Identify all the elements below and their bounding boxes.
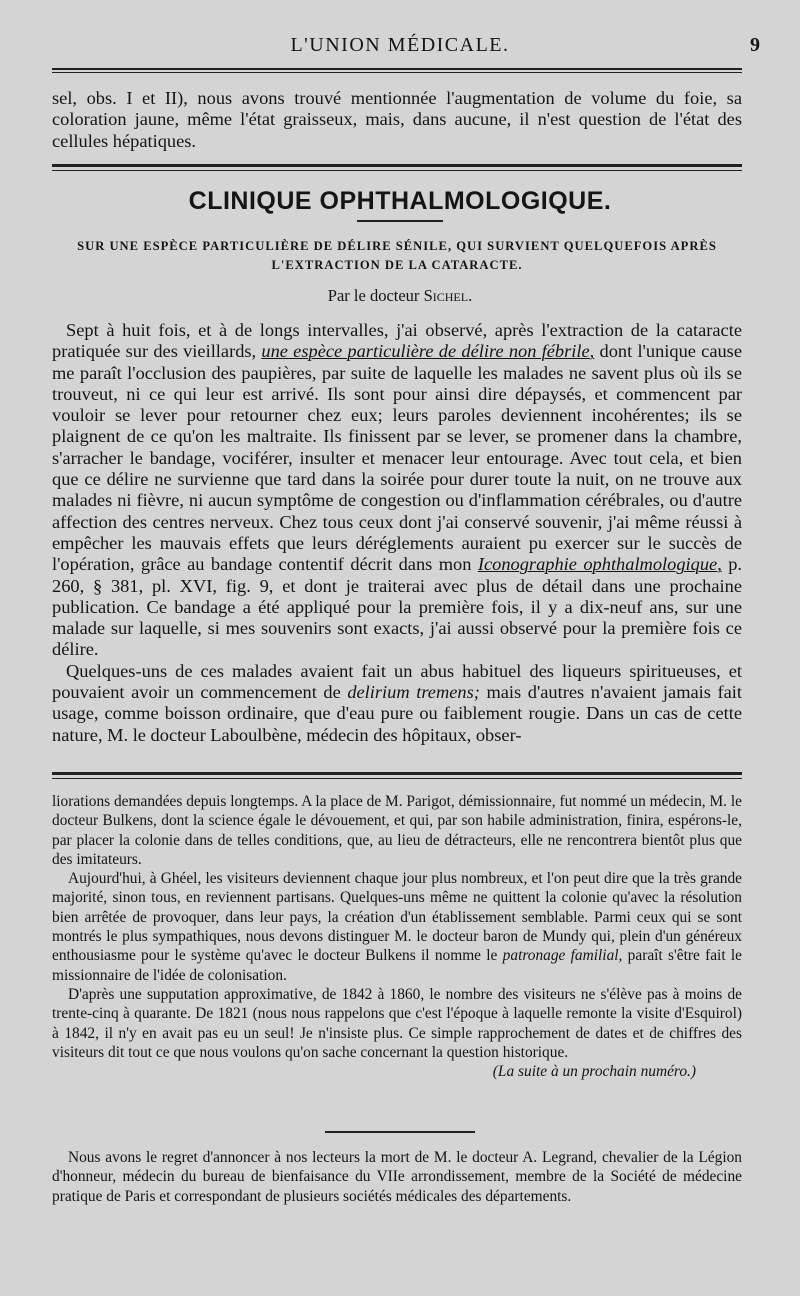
- p2-emphasis: delirium tremens;: [347, 682, 480, 703]
- p2-text-a: Quelques-uns de ces malades avaient fait un abus habituel des liqueurs spiritueuses, et pouvaient avoir un commencement de: [52, 660, 742, 703]
- intro-paragraph: [52, 88, 742, 152]
- continuation-text: (La suite à un prochain numéro.): [492, 1063, 696, 1081]
- p2-text-b: mais d'autres n'avaient jamais fait usage, comme boisson ordinaire, que d'eau pure ou faiblement rougie. Dans un cas de cette nature, M. le docteur Laboulbène, médecin des hôpitaux, obser-: [52, 682, 743, 745]
- running-title: L'UNION MÉDICALE.: [290, 34, 510, 56]
- feuilleton-paragraph-2: [52, 869, 742, 985]
- article-subtitle: [52, 237, 742, 275]
- feuilleton-rule-top-thin: [52, 778, 742, 779]
- feuilleton-rule-top: [52, 772, 742, 775]
- obituary-notice: [52, 1148, 742, 1206]
- p1-text-c: p. 260, § 381, pl. XVI, fig. 9, et dont je traiterai avec plus de détail dans une prochaine publication. Ce bandage a été appliqué pour la première fois, il y a dix-neuf ans, sur une malade sur laquelle, si mes souvenirs sont exacts, j'ai aussi observé pour la première fois ce délire.: [52, 554, 743, 660]
- byline-author: Sichel.: [423, 286, 473, 305]
- p1-text-a: Sept à huit fois, et à de longs intervalles, j'ai observé, après l'extraction de la cataracte pratiquée sur des vieillards,: [52, 320, 742, 362]
- running-header: [0, 34, 800, 64]
- continuation-note: [52, 1062, 742, 1081]
- p1-emphasis-1: une espèce particulière de délire non fébrile,: [261, 341, 595, 362]
- header-rule-thin: [52, 72, 742, 73]
- intro-text: sel, obs. I et II), nous avons trouvé mentionnée l'augmentation de volume du foie, sa coloration jaune, même l'état graisseux, mais, dans aucune, il n'est question de l'état des cellules hépatiques.: [52, 88, 742, 151]
- header-rule: [52, 68, 742, 70]
- title-underline: [357, 220, 443, 222]
- article-body: [52, 320, 742, 746]
- feuilleton-paragraph-3: D'après une supputation approximative, de 1842 à 1860, le nombre des visiteurs ne s'élève pas à moins de trente-cinq à quarante. De 1821 (nous nous rappelons que c'est l'époque à laquelle remonte la visite d'Esquirol) à 1842, il n'y en avait pas eu un seul! Je n'insiste plus. Ce simple rapprochement de dates et de chiffres des visiteurs dit tout ce que nous voulons qu'on sache concernant la question historique.: [52, 985, 742, 1061]
- article-paragraph-2: [52, 661, 742, 746]
- p1-emphasis-2: Iconographie ophthalmologique,: [477, 554, 722, 575]
- fp2-text-a: Aujourd'hui, à Ghéel, les visiteurs deviennent chaque jour plus nombreux, et l'on peut dire que la très grande majorité, sinon tous, en reviennent partisans. Quelques-uns même ne quittent la colonie qu'avec la résolution bien arrêtée de provoquer, dans leur pays, la création d'un établissement semblable. Parmi ceux qui se sont montrés le plus sympathiques, nous devons distinguer M. le docteur baron de Mundy qui, plein d'un généreux enthousiasme pour le système qu'avec le docteur Bulkens il nomme le: [52, 870, 742, 965]
- byline-prefix: Par le docteur: [327, 286, 424, 305]
- notice-separator: [325, 1131, 475, 1133]
- article-paragraph-1: [52, 320, 742, 661]
- feuilleton-body: [52, 792, 742, 1081]
- fp2-emphasis: patronage familial,: [502, 947, 623, 965]
- obituary-text: Nous avons le regret d'annoncer à nos lecteurs la mort de M. le docteur A. Legrand, chevalier de la Légion d'honneur, médecin du bureau de bienfaisance du VIIe arrondissement, membre de la Société de médecine pratique de Paris et correspondant de plusieurs sociétés médicales des départements.: [52, 1149, 742, 1205]
- section-rule-top-thin: [52, 170, 742, 171]
- p1-text-b: dont l'unique cause me paraît l'occlusion des paupières, par suite de laquelle les malades ne savent plus où ils se trouveut, ni ce qui leur est arrivé. Ils sont pour ainsi dire dépaysés, et commencent par vouloir se lever pour retourner chez eux; leurs paroles deviennent incohérentes; ils se plaignent de ce qu'on les maltraite. Ils finissent par se lever, se promener dans la chambre, s'arracher le bandage, vociférer, insulter et menacer leur entourage. Avec tout cela, et bien que ce délire ne survienne que tard dans la soirée pour durer toute la nuit, on ne trouve aux malades ni fièvre, ni aucun symptôme de congestion ou d'inflammation cérébrales, ou d'autre affection des centres nerveux. Chez tous ceux dont j'ai conservé souvenir, j'ai même réussi à empêcher les mauvais effets que leurs déréglements auraient pu exercer sur le succès de l'opération, grâce au bandage contentif décrit dans mon: [52, 341, 743, 575]
- subtitle-line-2: L'EXTRACTION DE LA CATARACTE.: [271, 258, 523, 272]
- byline: [0, 286, 800, 306]
- feuilleton-paragraph-1: liorations demandées depuis longtemps. A la place de M. Parigot, démissionnaire, fut nommé un médecin, M. le docteur Bulkens, dont la science égale le dévouement, et qui, par son habile administration, finira, espérons-le, par placer la colonie dans de telles conditions, que, au lieu de détracteurs, elle ne rencontrera bientôt plus que des imitateurs.: [52, 793, 742, 868]
- fp2-text-b: paraît s'être fait le missionnaire de l'idée de colonisation.: [52, 947, 742, 984]
- page-number: 9: [750, 34, 760, 56]
- subtitle-line-1: SUR UNE ESPÈCE PARTICULIÈRE DE DÉLIRE SÉNILE, QUI SURVIENT QUELQUEFOIS APRÈS: [77, 239, 717, 253]
- section-title: CLINIQUE OPHTHALMOLOGIQUE.: [188, 187, 612, 215]
- section-rule-top: [52, 164, 742, 167]
